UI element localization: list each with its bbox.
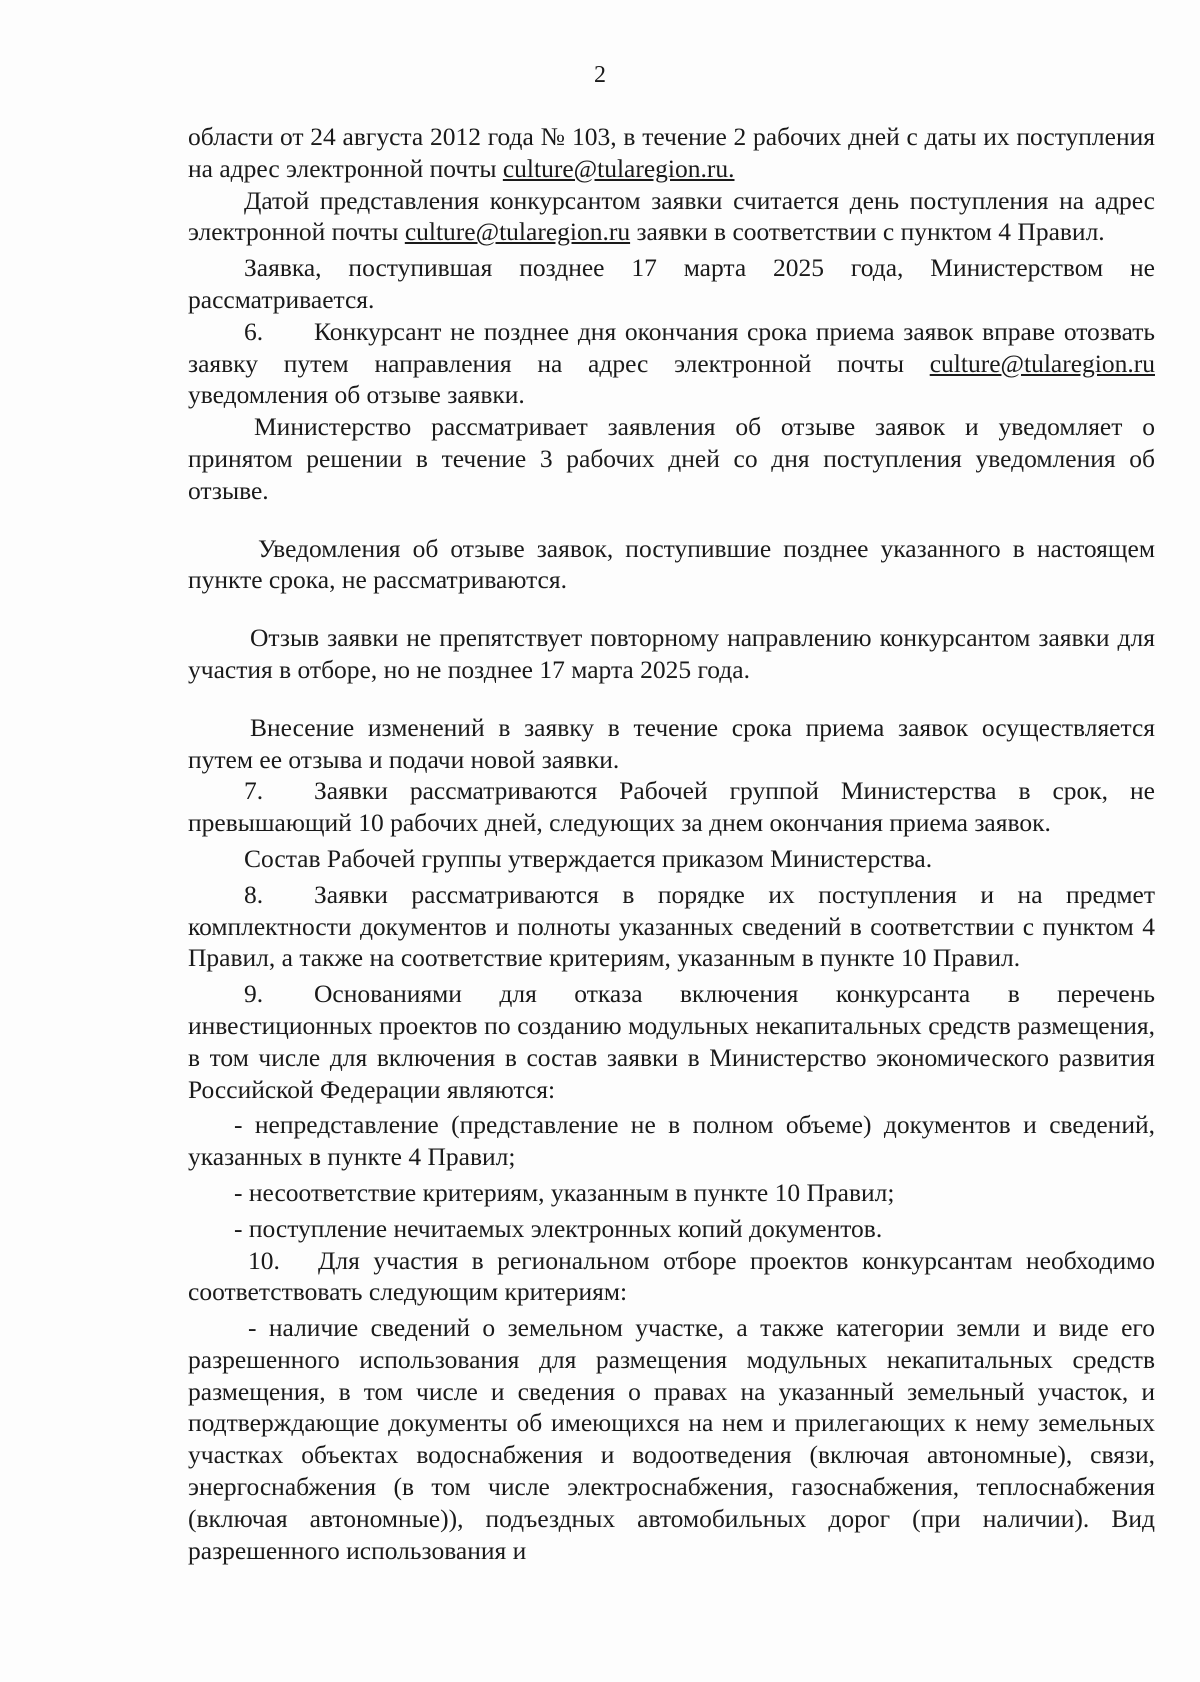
item-7: [188, 775, 1155, 839]
item-6-text: Конкурсант не позднее дня окончания срока приема заявок вправе отозвать заявку путем направления на адрес электронной почты: [188, 316, 1155, 378]
document-body: [188, 121, 1155, 1566]
paragraph-6: Уведомления об отзыве заявок, поступившие позднее указанного в настоящем пункте срока, не рассматриваются.: [188, 533, 1155, 595]
list-item: - непредставление (представление не в полном объеме) документов и сведений, указанных в пункте 4 Правил;: [188, 1110, 1155, 1172]
item-9-text: Основаниями для отказа включения конкурсанта в перечень инвестиционных проектов по созданию модульных некапитальных средств размещения, в том числе для включения в состав заявки в Министерство экономического развития Российской Федерации являются:: [188, 979, 1155, 1104]
paragraph-5: Министерство рассматривает заявления об отзыве заявок и уведомляет о принятом решении в течение 3 рабочих дней со дня поступления уведомления об отзыве.: [188, 412, 1155, 505]
paragraph-2: [188, 185, 1155, 249]
list-item: - несоответствие критериям, указанным в пункте 10 Правил;: [234, 1177, 895, 1207]
item-number: 6.: [244, 316, 264, 346]
item-10: [188, 1245, 1155, 1309]
paragraph-7: Отзыв заявки не препятствует повторному направлению конкурсантом заявки для участия в отборе, но не позднее 17 марта 2025 года.: [188, 623, 1155, 684]
paragraph-2-text: Датой представления конкурсантом заявки считается день поступления на адрес электронной почты: [188, 185, 1155, 247]
paragraph-3: Заявка, поступившая позднее 17 марта 2025 года, Министерством не рассматривается.: [188, 253, 1155, 314]
item-8-text: Заявки рассматриваются в порядке их поступления и на предмет комплектности документов и полноты указанных сведений в соответствии с пунктом 4 Правил, а также на соответствие критериям, указанным в пункте 10 Правил.: [188, 879, 1155, 973]
page-number: 2: [594, 62, 606, 88]
item-number: 7.: [244, 776, 264, 806]
paragraph-1: [188, 121, 1155, 185]
email-link[interactable]: culture@tularegion.ru: [929, 348, 1155, 378]
item-10-text: Для участия в региональном отборе проектов конкурсантам необходимо соответствовать следующим критериям:: [188, 1245, 1155, 1307]
email-link[interactable]: culture@tularegion.ru.: [502, 153, 735, 183]
item-6-tail: уведомления об отзыве заявки.: [188, 380, 525, 410]
item-number: 8.: [244, 879, 264, 909]
list-item: - поступление нечитаемых электронных копий документов.: [234, 1213, 883, 1243]
paragraph-10: Состав Рабочей группы утверждается приказом Министерства.: [244, 843, 933, 873]
item-number: 10.: [248, 1245, 280, 1275]
item-8: [188, 879, 1155, 974]
item-9: [188, 978, 1155, 1105]
email-link[interactable]: culture@tularegion.ru: [404, 217, 631, 247]
item-6: [188, 316, 1155, 411]
list-item: - наличие сведений о земельном участке, а также категории земли и виде его разрешенного использования для размещения модульных некапитальных средств размещения, в том числе и сведения о правах на указанный земельный участок, и подтверждающие документы об имеющихся на нем и прилегающих к нему земельных участках объектах водоснабжения и водоотведения (включая автономные), связи, энергоснабжения (в том числе электроснабжения, газоснабжения, теплоснабжения (включая автономные)), подъездных автомобильных дорог (при наличии). Вид разрешенного использования и: [188, 1313, 1155, 1565]
paragraph-1-text: области от 24 августа 2012 года № 103, в течение 2 рабочих дней с даты их поступления на адрес электронной почты: [188, 122, 1155, 183]
paragraph-8: Внесение изменений в заявку в течение срока приема заявок осуществляется путем ее отзыва и подачи новой заявки.: [188, 712, 1155, 774]
item-7-text: Заявки рассматриваются Рабочей группой Министерства в срок, не превышающий 10 рабочих дней, следующих за днем окончания приема заявок.: [188, 776, 1155, 838]
paragraph-2-tail: заявки в соответствии с пунктом 4 Правил.: [630, 217, 1105, 247]
item-number: 9.: [244, 979, 264, 1009]
